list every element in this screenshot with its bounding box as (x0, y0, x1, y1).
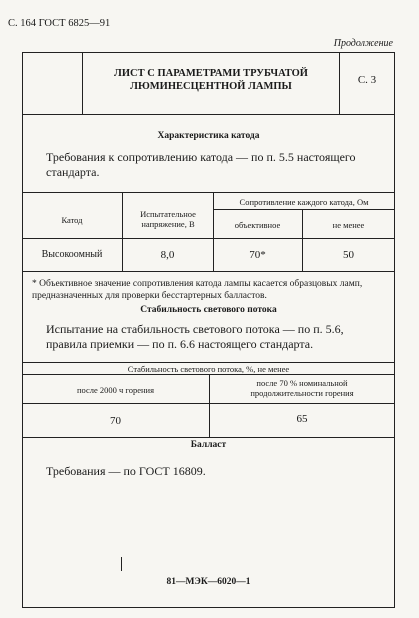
stability-group-header: Стабильность светового потока, %, не менее (127, 364, 290, 374)
sheet-title-line1: ЛИСТ С ПАРАМЕТРАМИ ТРУБЧАТОЙ (114, 68, 308, 79)
col-cathode-header: Катод (61, 215, 83, 225)
col-2000-header: после 2000 ч горения (76, 385, 154, 395)
table-cell: 65 (296, 413, 308, 425)
cathode-requirement: Требования к сопротивлению катода — по п. 5.5 настоящего стандарта. (46, 150, 356, 179)
table-rule (22, 362, 395, 363)
table-rule (302, 209, 303, 271)
table-cell: 70 (110, 415, 121, 427)
sheet-title (84, 67, 338, 93)
table-rule (22, 238, 395, 239)
margin-mark (121, 557, 122, 571)
col-resistance-header: Сопротивление каждого катода, Ом (239, 197, 369, 207)
page-footer: 81—МЭК—6020—1 (166, 577, 251, 587)
page-ref: С. 164 ГОСТ 6825—91 (8, 18, 111, 29)
table-cell: 50 (343, 249, 354, 261)
ballast-requirement: Требования — по ГОСТ 16809. (46, 464, 206, 478)
col-voltage-header: Испытательное напряжение, В (140, 209, 196, 229)
table-cell: Высокоомный (41, 249, 103, 260)
table-rule (22, 192, 395, 193)
table-rule (22, 271, 395, 272)
col-70-header: после 70 % номинальной продолжительности горения (250, 378, 354, 398)
stability-requirement: Испытание на стабильность светового потока — по п. 5.6, правила приемки — по п. 6.6 настоящего стандарта. (46, 322, 344, 351)
table-rule (213, 209, 395, 210)
sheet-number: С. 3 (357, 74, 377, 86)
col-min-header: не менее (332, 220, 365, 230)
table-rule (22, 437, 395, 438)
page-header (8, 18, 110, 29)
col-objective-header: объективное (234, 220, 281, 230)
ballast-heading: Балласт (190, 440, 227, 450)
cathode-heading: Характеристика катода (157, 131, 260, 141)
table-rule (209, 374, 210, 437)
table-cell: 70* (249, 249, 266, 261)
table-cell: 8,0 (160, 249, 175, 261)
stability-heading: Стабильность светового потока (140, 305, 277, 315)
title-divider (82, 52, 83, 115)
sheet-title-line2: ЛЮМИНЕСЦЕНТНОЙ ЛАМПЫ (130, 81, 292, 92)
cathode-footnote: * Объективное значение сопротивления катода лампы касается образцовых ламп, предназначенных для проверки бесстартерных балластов. (32, 279, 363, 301)
continuation-label: Продолжение (333, 38, 393, 49)
